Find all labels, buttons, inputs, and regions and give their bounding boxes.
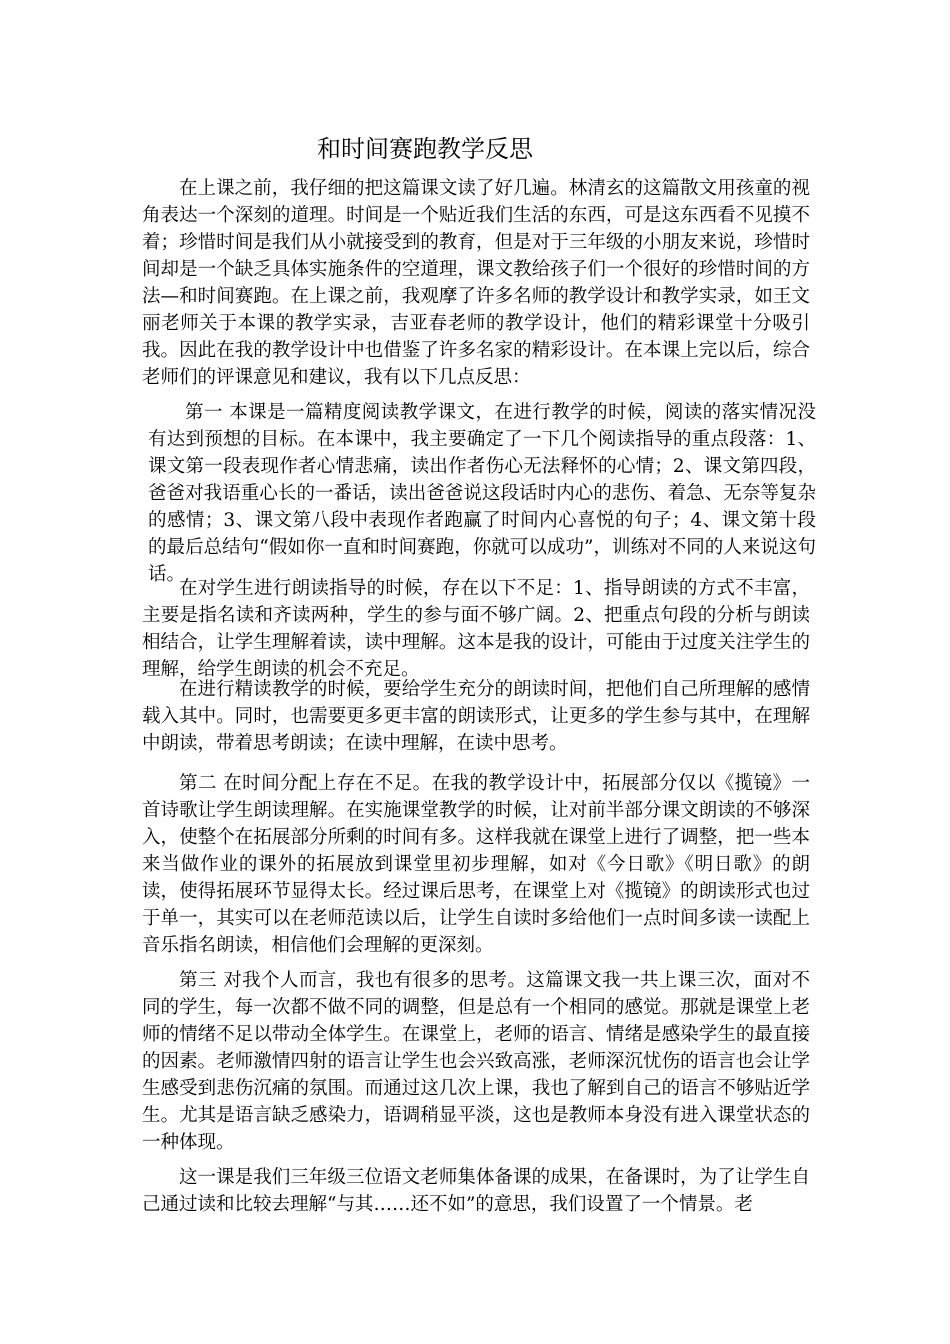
paragraph-point-two: 第二 在时间分配上存在不足。在我的教学设计中，拓展部分仅以《揽镜》一首诗歌让学生朗读理解。在实施课堂教学的时候，让对前半部分课文朗读的不够深入，使整个在拓展部分所剩的时间有多。这样我就在课堂上进行了调整，把一些本来当做作业的课外的拓展放到课堂里初步理解，如对《今日歌》《明日歌》的朗读，使得拓展环节显得太长。经过课后思考，在课堂上对《揽镜》的朗读形式也过于单一，其实可以在老师范读以后，让学生自读时多给他们一点时间多读一读配上音乐指名朗读，相信他们会理解的更深刻。 [142,773,810,956]
paragraph-collective-planning: 这一课是我们三年级三位语文老师集体备课的成果，在备课时，为了让学生自己通过读和比较去理解“与其……还不如”的意思，我们设置了一个情景。老 [142,1167,810,1215]
paragraph-point-one: 第一 本课是一篇精度阅读教学课文，在进行教学的时候，阅读的落实情况没有达到预想的目标。在本课中，我主要确定了一下几个阅读指导的重点段落：1、课文第一段表现作者心情悲痛，读出作者伤心无法释怀的心情；2、课文第四段，爸爸对我语重心长的一番话，读出爸爸说这段话时内心的悲伤、着急、无奈等复杂的感情；3、课文第八段中表现作者跑赢了时间内心喜悦的句子；4、课文第十段的最后总结句“假如你一直和时间赛跑，你就可以成功”，训练对不同的人来说这句话。 [148,402,816,585]
paragraph-intensive-reading: 在进行精读教学的时候，要给学生充分的朗读时间，把他们自己所理解的感情载入其中。同时，也需要更多更丰富的朗读形式，让更多的学生参与其中，在理解中朗读，带着思考朗读；在读中理解，在读中思考。 [142,679,810,754]
document-title: 和时间赛跑教学反思 [317,135,533,163]
paragraph-point-three: 第三 对我个人而言，我也有很多的思考。这篇课文我一共上课三次，面对不同的学生，每一次都不做不同的调整，但是总有一个相同的感觉。那就是课堂上老师的情绪不足以带动全体学生。在课堂上，老师的语言、情绪是感染学生的最直接的因素。老师激情四射的语言让学生也会兴致高涨，老师深沉忧伤的语言也会让学生感受到悲伤沉痛的氛围。而通过这几次上课，我也了解到自己的语言不够贴近学生。尤其是语言缺乏感染力，语调稍显平淡，这也是教师本身没有进入课堂状态的一种体现。 [142,970,810,1153]
paragraph-reading-guidance: 在对学生进行朗读指导的时候，存在以下不足：1、指导朗读的方式不丰富，主要是指名读和齐读两种，学生的参与面不够广阔。2、把重点句段的分析与朗读相结合，让学生理解着读，读中理解。这本是我的设计，可能由于过度关注学生的理解，给学生朗读的机会不充足。 [142,578,810,680]
paragraph-intro: 在上课之前，我仔细的把这篇课文读了好几遍。林清玄的这篇散文用孩童的视角表达一个深刻的道理。时间是一个贴近我们生活的东西，可是这东西看不见摸不着；珍惜时间是我们从小就接受到的教育，但是对于三年级的小朋友来说，珍惜时间却是一个缺乏具体实施条件的空道理，课文教给孩子们一个很好的珍惜时间的方法—和时间赛跑。在上课之前，我观摩了许多名师的教学设计和教学实录，如王文丽老师关于本课的教学实录，吉亚春老师的教学设计，他们的精彩课堂十分吸引我。因此在我的教学设计中也借鉴了许多名家的精彩设计。在本课上完以后，综合老师们的评课意见和建议，我有以下几点反思： [142,178,810,388]
